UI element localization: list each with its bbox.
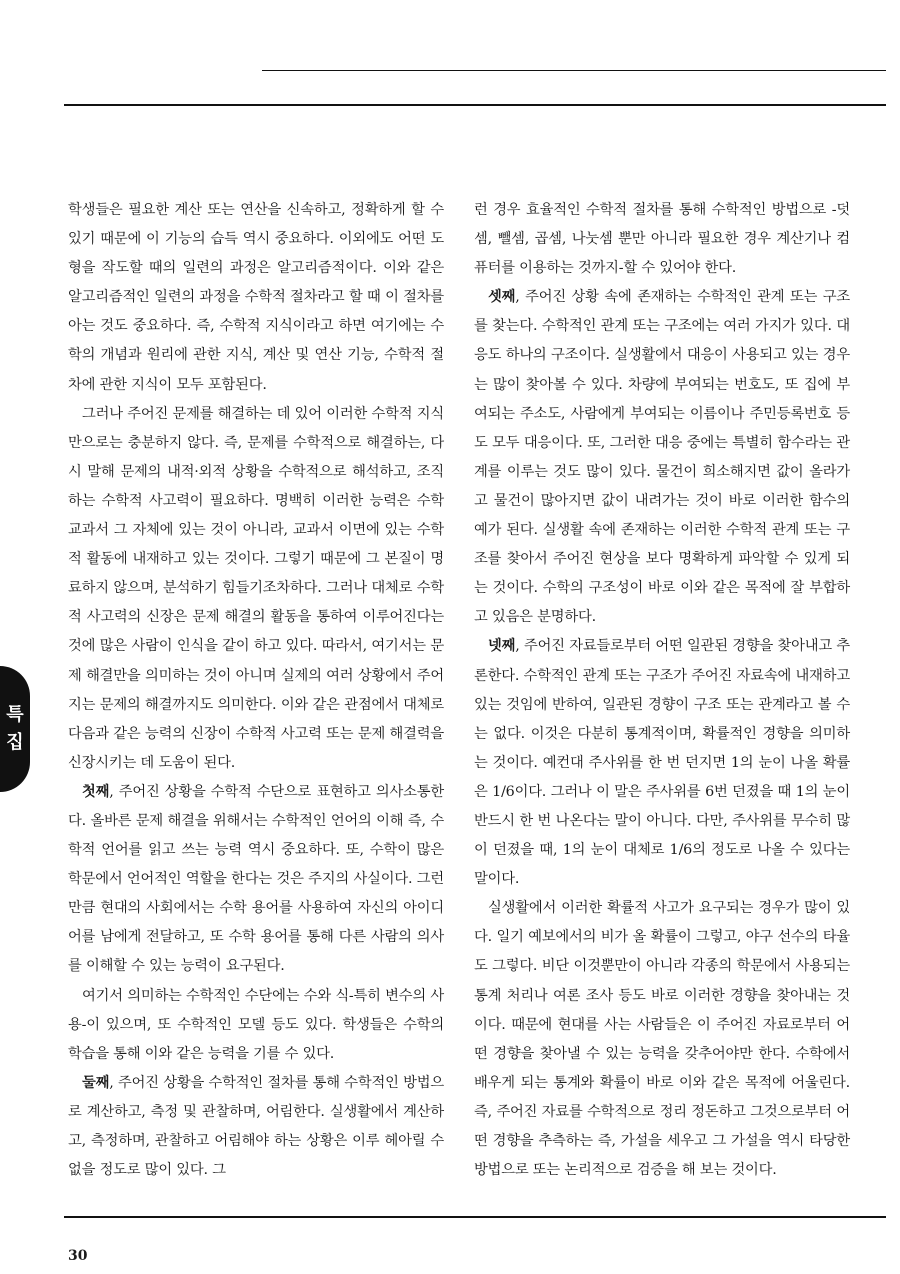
paragraph — [474, 283, 850, 632]
header-rule-thin — [262, 70, 886, 71]
paragraph: 그러나 주어진 문제를 해결하는 데 있어 이러한 수학적 지식만으로는 충분하지 않다. 즉, 문제를 수학적으로 해결하는, 다시 말해 문제의 내적·외적 상황을 수학적으로 해석하고, 조직하는 수학적 사고력이 필요하다. 명백히 이러한 능력은 수학 교과서 그 자체에 있는 것이 아니라, 교과서 이면에 있는 수학적 활동에 내재하고 있는 것이다. 그렇기 때문에 그 본질이 명료하지 않으며, 분석하기 힘들기조차하다. 그러나 대체로 수학적 사고력의 신장은 문제 해결의 활동을 통하여 이루어진다는 것에 많은 사람이 인식을 같이 하고 있다. 따라서, 여기서는 문제 해결만을 의미하는 것이 아니며 실제의 여러 상황에서 주어지는 문제의 해결까지도 의미한다. 이와 같은 관점에서 대체로 다음과 같은 능력의 신장이 수학적 사고력 또는 문제 해결력을 신장시키는 데 도움이 된다. — [68, 405, 444, 771]
side-tab-char: 특 — [6, 704, 24, 725]
paragraph-lead: 넷째 — [488, 638, 516, 655]
left-column — [68, 196, 444, 1185]
paragraph: 학생들은 필요한 계산 또는 연산을 신속하고, 정확하게 할 수 있기 때문에 이 기능의 습득 역시 중요하다. 이외에도 어떤 도형을 작도할 때의 일련의 과정은 알고리즘적이다. 이와 같은 알고리즘적인 일련의 과정을 수학적 절차라고 할 때 이 절차를 아는 것도 중요하다. 즉, 수학적 지식이라고 하면 여기에는 수학의 개념과 원리에 관한 지식, 계산 및 연산 기능, 수학적 절차에 관한 지식이 모두 포함된다. — [68, 202, 444, 393]
paragraph: 여기서 의미하는 수학적인 수단에는 수와 식-특히 변수의 사용-이 있으며, 또 수학적인 모델 등도 있다. 학생들은 수학의 학습을 통해 이와 같은 능력을 기를 수 있다. — [68, 987, 444, 1062]
paragraph — [68, 1069, 444, 1185]
paragraph-lead: 첫째 — [82, 783, 110, 800]
footer-rule — [64, 1216, 886, 1218]
paragraph — [474, 632, 850, 894]
paragraph: 실생활에서 이러한 확률적 사고가 요구되는 경우가 많이 있다. 일기 예보에서의 비가 올 확률이 그렇고, 야구 선수의 타율도 그렇다. 비단 이것뿐만이 아니라 각종의 학문에서 사용되는 통계 처리나 여론 조사 등도 바로 이러한 경향을 찾아내는 것이다. 때문에 현대를 사는 사람들은 이 주어진 자료로부터 어떤 경향을 찾아낼 수 있는 능력을 갖추어야만 한다. 수학에서 배우게 되는 통계와 확률이 바로 이와 같은 목적에 어울린다. 즉, 주어진 자료를 수학적으로 정리 정돈하고 그것으로부터 어떤 경향을 추측하는 즉, 가설을 세우고 그 가설을 역시 타당한 방법으로 또는 논리적으로 검증을 해 보는 것이다. — [474, 900, 850, 1179]
paragraph-lead: 셋째 — [488, 289, 516, 306]
section-side-tab — [0, 666, 30, 792]
header-rule-thick — [64, 104, 886, 106]
paragraph-body: , 주어진 상황을 수학적 수단으로 표현하고 의사소통한다. 올바른 문제 해결을 위해서는 수학적인 언어의 이해 즉, 수학적 언어를 읽고 쓰는 능력 역시 중요하다. 또, 수학이 많은 학문에서 언어적인 역할을 한다는 것은 주지의 사실이다. 그런만큼 현대의 사회에서는 수학 용어를 사용하여 자신의 아이디어를 남에게 전달하고, 또 수학 용어를 통해 다른 사람의 의사를 이해할 수 있는 능력이 요구된다. — [68, 783, 444, 975]
page-number: 30 — [68, 1248, 88, 1264]
right-column — [474, 196, 850, 1185]
paragraph-body: , 주어진 자료들로부터 어떤 일관된 경향을 찾아내고 추론한다. 수학적인 관계 또는 구조가 주어진 자료속에 내재하고 있는 것임에 반하여, 일관된 경향이 구조 또는 관계라고 볼 수는 없다. 이것은 다분히 통계적이며, 확률적인 경향을 의미하는 것이다. 예컨대 주사위를 한 번 던지면 1의 눈이 나올 확률은 1/6이다. 그러나 이 말은 주사위를 6번 던졌을 때 1의 눈이 반드시 한 번 나온다는 말이 아니다. 다만, 주사위를 무수히 많이 던졌을 때, 1의 눈이 대체로 1/6의 정도로 나올 수 있다는 말이다. — [474, 638, 850, 888]
paragraph-lead: 둘째 — [82, 1074, 110, 1091]
paragraph-body: , 주어진 상황 속에 존재하는 수학적인 관계 또는 구조를 찾는다. 수학적인 관계 또는 구조에는 여러 가지가 있다. 대응도 하나의 구조이다. 실생활에서 대응이 사용되고 있는 경우는 많이 찾아볼 수 있다. 차량에 부여되는 번호도, 또 집에 부여되는 주소도, 사람에게 부여되는 이름이나 주민등록번호 등도 모두 대응이다. 또, 그러한 대응 중에는 특별히 함수라는 관계를 이루는 것도 많이 있다. 물건이 희소해지면 값이 올라가고 물건이 많아지면 값이 내려가는 것이 바로 이러한 함수의 예가 된다. 실생활 속에 존재하는 이러한 수학적 관계 또는 구조를 찾아서 주어진 현상을 보다 명확하게 파악할 수 있게 되는 것이다. 수학의 구조성이 바로 이와 같은 목적에 잘 부합하고 있음은 분명하다. — [474, 289, 850, 626]
paragraph: 런 경우 효율적인 수학적 절차를 통해 수학적인 방법으로 -덧셈, 뺄셈, 곱셈, 나눗셈 뿐만 아니라 필요한 경우 계산기나 컴퓨터를 이용하는 것까지-할 수 있어야 한다. — [474, 202, 850, 277]
paragraph — [68, 778, 444, 982]
paragraph-body: , 주어진 상황을 수학적인 절차를 통해 수학적인 방법으로 계산하고, 측정 및 관찰하며, 어림한다. 실생활에서 계산하고, 측정하며, 관찰하고 어림해야 하는 상황은 이루 헤아릴 수 없을 정도로 많이 있다. 그 — [68, 1074, 444, 1179]
side-tab-char: 집 — [6, 732, 24, 753]
